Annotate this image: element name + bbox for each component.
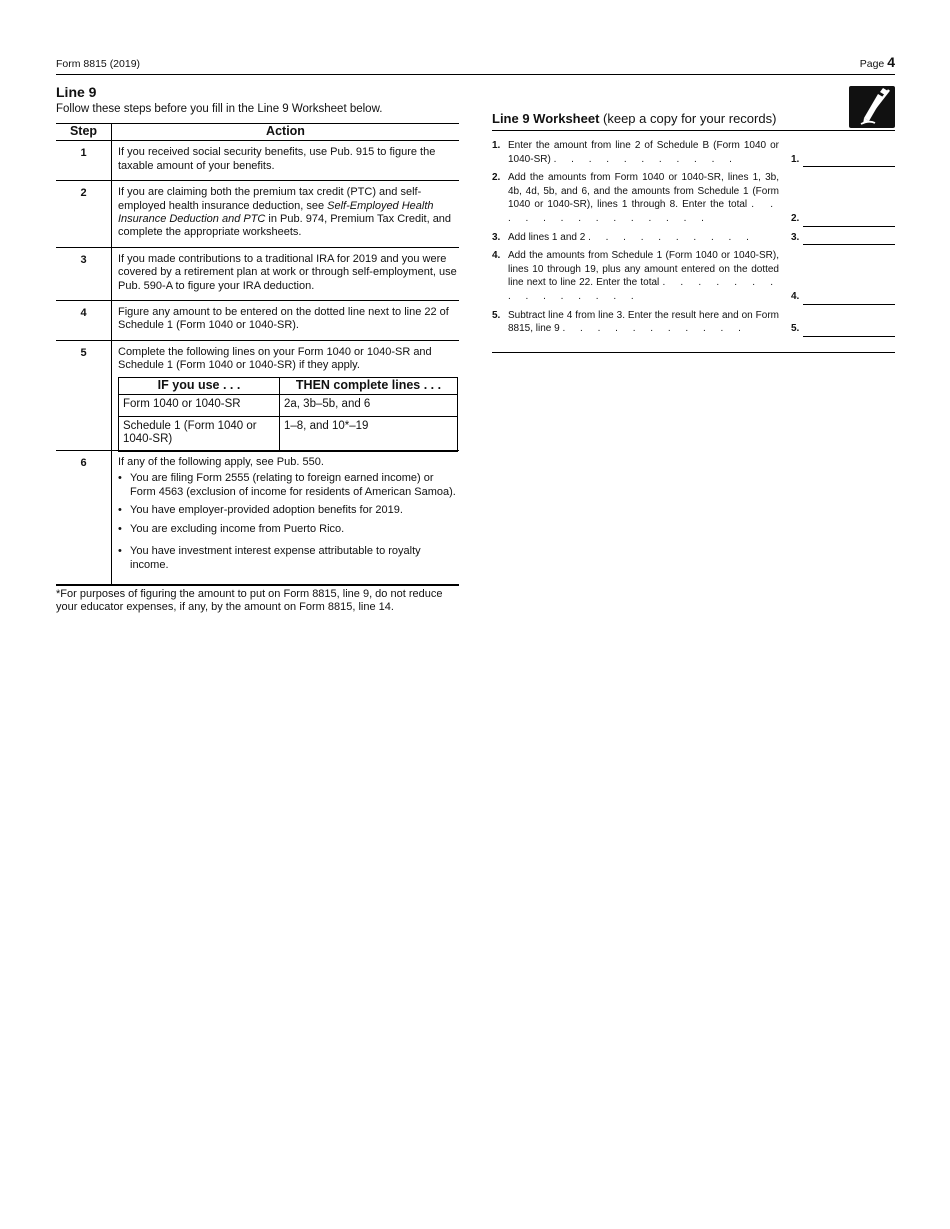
list-item: [118, 523, 458, 536]
worksheet-line-4: [492, 249, 895, 303]
table-row: [56, 141, 459, 181]
line-text: [508, 309, 779, 336]
amount-field-2[interactable]: [803, 225, 895, 227]
list-item: [118, 504, 458, 517]
step-number: 6: [56, 451, 112, 585]
step-action-text: Complete the following lines on your Form 1040 or 1040-SR and Schedule 1 (Form 1040 or 1040-SR) if they apply.: [118, 345, 432, 372]
step-number: 1: [56, 141, 112, 181]
step-action: [112, 181, 460, 248]
line-ref: 4.: [791, 290, 800, 302]
line-text-main: Add lines 1 and 2: [508, 231, 586, 243]
list-item: [118, 545, 458, 572]
bullet-icon: •: [118, 545, 122, 558]
subtable-cell: 2a, 3b–5b, and 6: [280, 395, 458, 417]
steps-table: [56, 123, 459, 586]
worksheet-line-5: [492, 309, 895, 336]
worksheet-title: [492, 111, 776, 126]
list-item-text: You have investment interest expense attributable to royalty income.: [130, 545, 421, 571]
worksheet-top-rule: [492, 130, 895, 131]
step-action: If you received social security benefits, use Pub. 915 to figure the taxable amount of your benefits.: [112, 141, 460, 181]
worksheet-bottom-rule: [492, 352, 895, 353]
subtable-cell: Schedule 1 (Form 1040 or 1040-SR): [119, 416, 280, 451]
step-action-text: in Pub. 974, Premium Tax Credit, and complete the appropriate worksheets.: [118, 213, 452, 239]
line9-instructions: [56, 84, 459, 615]
worksheet-line-3: [492, 231, 895, 245]
step-action-text: If you are claiming both the premium tax credit (PTC) and self-employed health insurance deduction, see: [118, 186, 422, 212]
col-step-header: Step: [56, 124, 112, 141]
section-title: Line 9: [56, 84, 97, 100]
step-action: [112, 340, 460, 450]
pencil-icon: [849, 86, 895, 128]
pencil-icon-graphic: [849, 86, 895, 128]
line-text-main: Enter the amount from line 2 of Schedule B (Form 1040 or 1040-SR): [508, 140, 779, 165]
worksheet-title-bold: Line 9 Worksheet: [492, 111, 600, 126]
table-row: [56, 340, 459, 450]
footnote: *For purposes of figuring the amount to put on Form 8815, line 9, do not reduce your educator expenses, if any, by the amount on Form 8815, line 14.: [56, 587, 443, 614]
subtable-header: [119, 377, 458, 395]
table-row: [56, 301, 459, 341]
line-text: [508, 249, 779, 303]
bullet-icon: •: [118, 522, 122, 535]
subtable-cell: Form 1040 or 1040-SR: [119, 395, 280, 417]
leader-dots: . . . . . . . . . . . . . .: [508, 199, 780, 224]
bullet-icon: •: [118, 472, 122, 485]
line-ref: 5.: [791, 323, 800, 335]
page-num: 4: [887, 54, 895, 70]
line-ref: 3.: [791, 231, 800, 243]
step-action: If you made contributions to a traditional IRA for 2019 and you were covered by a retirement plan at work or through self-employment, use Pub. 590-A to figure your IRA deduction.: [112, 247, 460, 300]
page-header: [56, 56, 895, 75]
condition-list: [118, 472, 458, 571]
line-text-main: Add the amounts from Form 1040 or 1040-SR, lines 1, 3b, 4b, 4d, 5b, and 6, and the amounts from Schedule 1 (Form 1040 or 1040-SR), lines 1 through 8. Enter the total: [508, 172, 779, 211]
form-label: Form 8815 (2019): [56, 58, 141, 70]
table-row: [56, 451, 459, 585]
amount-field-5[interactable]: [803, 335, 895, 337]
leader-dots: . . . . . . . . . . .: [553, 153, 738, 165]
table-row: [56, 247, 459, 300]
line-text-main: Add the amounts from Schedule 1 (Form 1040 or 1040-SR), lines 10 through 19, plus any amount entered on the dotted line next to line 22. Enter the total: [508, 250, 779, 289]
step-number: 4: [56, 301, 112, 341]
lines-subtable: [118, 377, 458, 452]
leader-dots: . . . . . . . . . . . . . . .: [508, 277, 779, 302]
step-action: Figure any amount to be entered on the dotted line next to line 22 of Schedule 1 (Form 1040 or 1040-SR).: [112, 301, 460, 341]
step-action-italic: Self-Employed Health Insurance Deduction and PTC: [118, 199, 434, 226]
subtable-col-if: IF you use . . .: [119, 377, 280, 395]
bullet-icon: •: [118, 504, 122, 517]
worksheet-title-rest: (keep a copy for your records): [599, 111, 777, 126]
page-word: Page: [859, 58, 885, 70]
line-text-main: Subtract line 4 from line 3. Enter the result here and on Form 8815, line 9: [508, 309, 779, 335]
line-number: 1.: [492, 140, 501, 151]
line-number: 4.: [492, 250, 501, 262]
line-ref: 1.: [791, 153, 800, 165]
steps-header-row: [56, 124, 459, 141]
list-item: [118, 472, 458, 499]
page-number: [860, 54, 895, 70]
list-item-text: You are filing Form 2555 (relating to foreign earned income) or Form 4563 (exclusion of income for residents of American Samoa).: [130, 472, 456, 498]
worksheet-line-1: [492, 139, 895, 166]
line-text: [508, 171, 779, 225]
amount-field-1[interactable]: [803, 165, 895, 167]
line-text: [508, 231, 779, 245]
step-number: 5: [56, 340, 112, 450]
list-item-text: You are excluding income from Puerto Rico.: [130, 522, 345, 535]
worksheet-lines: [492, 139, 895, 341]
leader-dots: . . . . . . . . . .: [588, 231, 755, 243]
step-action: [112, 451, 460, 585]
line-ref: 2.: [791, 212, 800, 224]
line-number: 3.: [492, 231, 501, 243]
amount-field-3[interactable]: [803, 243, 895, 245]
leader-dots: . . . . . . . . . . .: [562, 323, 747, 335]
subtable-row: [119, 416, 458, 451]
line-number: 5.: [492, 309, 501, 321]
section-subtitle: Follow these steps before you fill in the Line 9 Worksheet below.: [56, 103, 383, 115]
col-action-header: Action: [112, 124, 460, 141]
table-row: [56, 181, 459, 248]
subtable-row: [119, 395, 458, 417]
line-number: 2.: [492, 172, 501, 184]
subtable-col-then: THEN complete lines . . .: [280, 377, 458, 395]
line-text: [508, 139, 779, 166]
step-number: 2: [56, 181, 112, 248]
worksheet-line-2: [492, 171, 895, 225]
step-action-text: If any of the following apply, see Pub. 550.: [118, 456, 324, 469]
amount-field-4[interactable]: [803, 303, 895, 305]
step-number: 3: [56, 247, 112, 300]
list-item-text: You have employer-provided adoption benefits for 2019.: [130, 504, 403, 517]
subtable-cell: 1–8, and 10*–19: [280, 416, 458, 451]
